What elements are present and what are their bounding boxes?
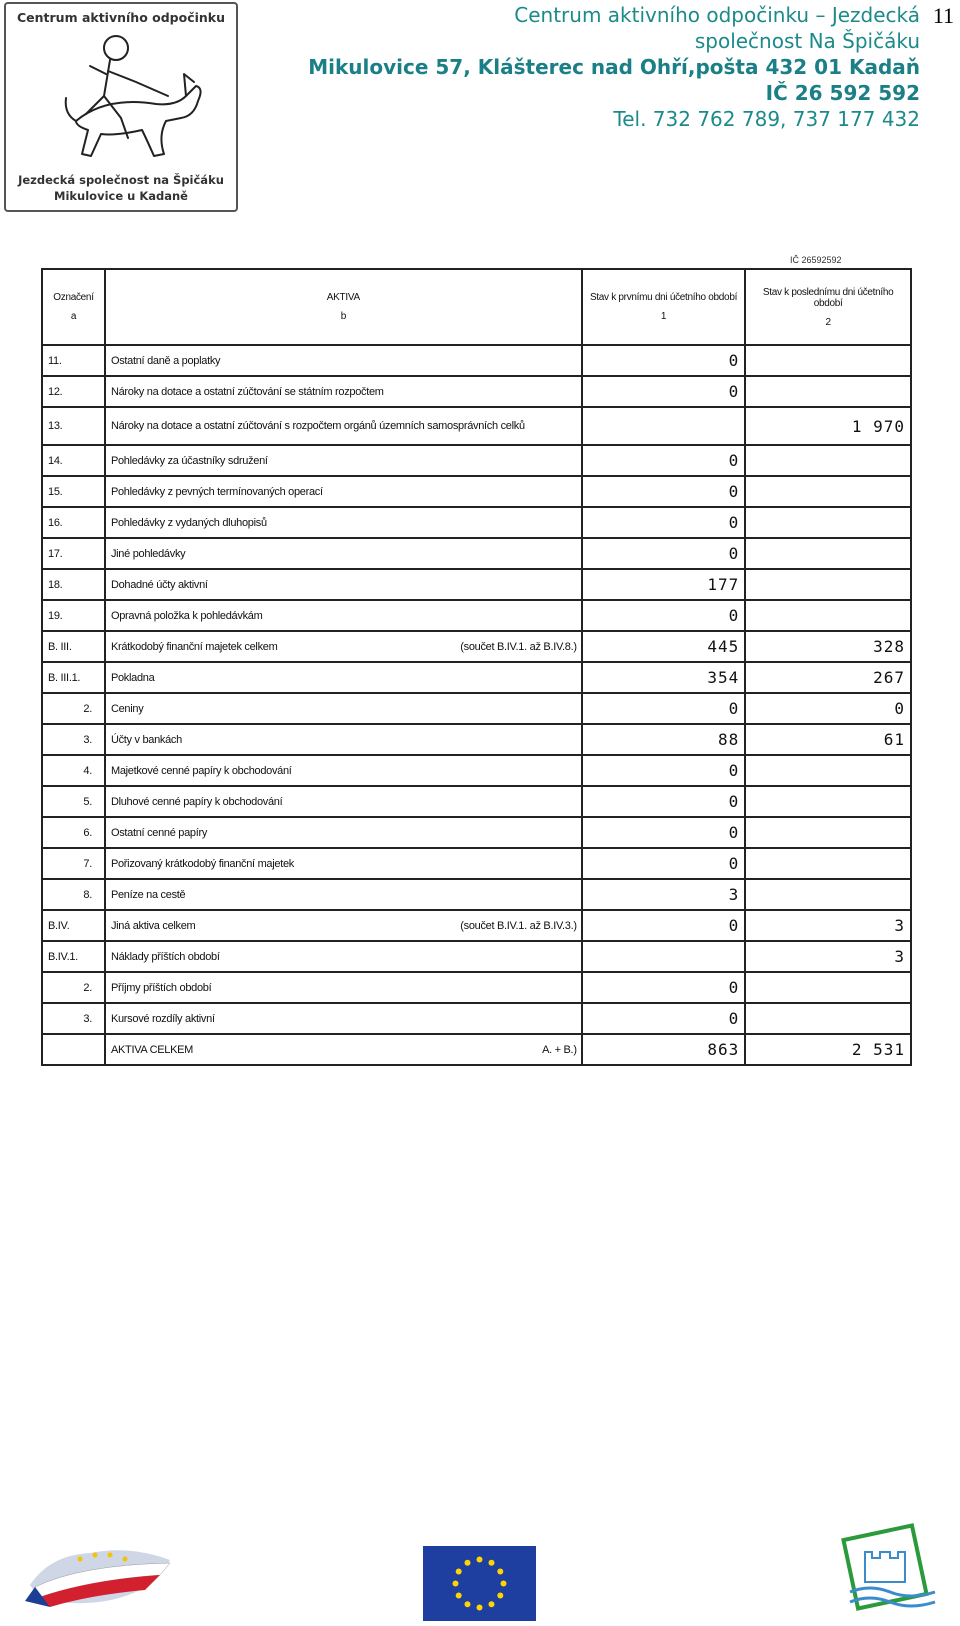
table-row bbox=[42, 755, 911, 786]
row-value-end bbox=[745, 507, 911, 538]
row-name: Dluhové cenné papíry k obchodování bbox=[110, 795, 283, 808]
row-code: 2. bbox=[42, 693, 105, 724]
row-code: 17. bbox=[42, 538, 105, 569]
row-name: Dohadné účty aktivní bbox=[110, 578, 208, 591]
table-row bbox=[42, 445, 911, 476]
eu-star-icon bbox=[456, 1569, 462, 1575]
table-row bbox=[42, 1034, 911, 1065]
table-row bbox=[42, 693, 911, 724]
row-value-end: 61 bbox=[745, 724, 911, 755]
row-name-cell bbox=[105, 1034, 582, 1065]
row-name-cell bbox=[105, 755, 582, 786]
table-row bbox=[42, 972, 911, 1003]
row-value-end bbox=[745, 786, 911, 817]
row-name: Ostatní cenné papíry bbox=[110, 826, 208, 839]
col-header-v1: Stav k prvnímu dni účetního období 1 bbox=[582, 269, 746, 345]
header-phone: Tel. 732 762 789, 737 177 432 bbox=[613, 107, 920, 131]
row-value-start: 0 bbox=[582, 345, 746, 376]
row-name: Jiné pohledávky bbox=[110, 547, 186, 560]
row-value-start bbox=[582, 941, 746, 972]
row-name-cell bbox=[105, 786, 582, 817]
company-header bbox=[308, 2, 920, 132]
row-name: Ostatní daně a poplatky bbox=[110, 354, 221, 367]
row-value-end: 267 bbox=[745, 662, 911, 693]
row-value-start: 0 bbox=[582, 817, 746, 848]
row-name: Opravná položka k pohledávkám bbox=[110, 609, 263, 622]
eu-flag-logo bbox=[423, 1546, 536, 1621]
row-value-start: 0 bbox=[582, 786, 746, 817]
row-name-cell bbox=[105, 724, 582, 755]
row-name: Příjmy příštích období bbox=[110, 981, 212, 994]
table-row bbox=[42, 507, 911, 538]
row-code: 15. bbox=[42, 476, 105, 507]
eu-star-icon bbox=[477, 1605, 483, 1611]
eu-star-icon bbox=[501, 1581, 507, 1587]
table-row bbox=[42, 879, 911, 910]
table-row bbox=[42, 407, 911, 445]
row-value-end: 328 bbox=[745, 631, 911, 662]
row-name-cell bbox=[105, 941, 582, 972]
row-name-cell bbox=[105, 569, 582, 600]
row-name: Ceniny bbox=[110, 702, 144, 715]
row-value-end bbox=[745, 972, 911, 1003]
row-name: AKTIVA CELKEM bbox=[110, 1043, 194, 1056]
row-note: A. + B.) bbox=[542, 1043, 577, 1056]
table-row bbox=[42, 941, 911, 972]
logo-bottom-text-1: Jezdecká společnost na Špičáku bbox=[18, 173, 224, 187]
row-code: B.IV. bbox=[42, 910, 105, 941]
row-code: 3. bbox=[42, 724, 105, 755]
row-name-cell bbox=[105, 345, 582, 376]
row-name: Pohledávky za účastníky sdružení bbox=[110, 454, 268, 467]
row-value-end bbox=[745, 538, 911, 569]
row-code: 18. bbox=[42, 569, 105, 600]
table-row bbox=[42, 631, 911, 662]
row-code: 3. bbox=[42, 1003, 105, 1034]
table-row bbox=[42, 817, 911, 848]
row-value-start: 863 bbox=[582, 1034, 746, 1065]
row-name: Pokladna bbox=[110, 671, 155, 684]
row-name-cell bbox=[105, 476, 582, 507]
row-name: Pohledávky z vydaných dluhopisů bbox=[110, 516, 267, 529]
row-name-cell bbox=[105, 507, 582, 538]
row-name-cell bbox=[105, 879, 582, 910]
table-row bbox=[42, 1003, 911, 1034]
row-code: 12. bbox=[42, 376, 105, 407]
eu-star-icon bbox=[477, 1557, 483, 1563]
row-name-cell bbox=[105, 972, 582, 1003]
balance-sheet-table bbox=[41, 268, 912, 1066]
table-row bbox=[42, 376, 911, 407]
row-name: Majetkové cenné papíry k obchodování bbox=[110, 764, 292, 777]
row-code: 11. bbox=[42, 345, 105, 376]
row-value-start: 354 bbox=[582, 662, 746, 693]
ic-label: IČ 26592592 bbox=[790, 255, 842, 265]
row-code: 16. bbox=[42, 507, 105, 538]
col-header-code: Označení a bbox=[42, 269, 105, 345]
row-value-end bbox=[745, 817, 911, 848]
row-name: Pohledávky z pevných termínovaných operací bbox=[110, 485, 323, 498]
row-value-end: 0 bbox=[745, 693, 911, 724]
eu-star-icon bbox=[465, 1560, 471, 1566]
row-value-end bbox=[745, 345, 911, 376]
row-value-start: 445 bbox=[582, 631, 746, 662]
row-value-end bbox=[745, 1003, 911, 1034]
row-name: Peníze na cestě bbox=[110, 888, 186, 901]
row-name-cell bbox=[105, 407, 582, 445]
row-value-start: 0 bbox=[582, 910, 746, 941]
table-row bbox=[42, 786, 911, 817]
header-ic: IČ 26 592 592 bbox=[765, 81, 920, 105]
row-value-end bbox=[745, 569, 911, 600]
row-value-start: 0 bbox=[582, 538, 746, 569]
row-value-start: 177 bbox=[582, 569, 746, 600]
header-address: Mikulovice 57, Klášterec nad Ohří,pošta 432 01 Kadaň bbox=[308, 55, 920, 79]
row-value-start: 0 bbox=[582, 1003, 746, 1034]
row-code: 5. bbox=[42, 786, 105, 817]
row-value-start: 0 bbox=[582, 507, 746, 538]
row-code: 8. bbox=[42, 879, 105, 910]
row-name-cell bbox=[105, 538, 582, 569]
row-code: B. III. bbox=[42, 631, 105, 662]
table-row bbox=[42, 662, 911, 693]
table-header-row bbox=[42, 269, 911, 345]
row-name-cell bbox=[105, 376, 582, 407]
row-code: 6. bbox=[42, 817, 105, 848]
row-value-start: 0 bbox=[582, 848, 746, 879]
row-code: 2. bbox=[42, 972, 105, 1003]
row-name: Kursové rozdíly aktivní bbox=[110, 1012, 215, 1025]
row-value-start bbox=[582, 407, 746, 445]
table-row bbox=[42, 569, 911, 600]
row-name: Pořizovaný krátkodobý finanční majetek bbox=[110, 857, 294, 870]
row-code: 19. bbox=[42, 600, 105, 631]
row-value-end bbox=[745, 600, 911, 631]
row-code: B. III.1. bbox=[42, 662, 105, 693]
row-value-start: 0 bbox=[582, 693, 746, 724]
row-name: Nároky na dotace a ostatní zúčtování se státním rozpočtem bbox=[110, 385, 384, 398]
company-logo bbox=[4, 2, 238, 212]
row-value-start: 0 bbox=[582, 476, 746, 507]
table-row bbox=[42, 724, 911, 755]
row-value-end bbox=[745, 755, 911, 786]
row-name: Jiná aktiva celkem bbox=[110, 919, 196, 932]
row-name-cell bbox=[105, 817, 582, 848]
row-value-start: 0 bbox=[582, 600, 746, 631]
eu-star-icon bbox=[489, 1560, 495, 1566]
row-value-end: 1 970 bbox=[745, 407, 911, 445]
eu-star-icon bbox=[456, 1593, 462, 1599]
row-name: Nároky na dotace a ostatní zúčtování s rozpočtem orgánů územních samosprávních celků bbox=[110, 420, 525, 432]
eu-star-icon bbox=[465, 1601, 471, 1607]
row-value-start: 0 bbox=[582, 972, 746, 1003]
table-row bbox=[42, 848, 911, 879]
row-value-end bbox=[745, 445, 911, 476]
row-value-end bbox=[745, 376, 911, 407]
row-name: Účty v bankách bbox=[110, 733, 182, 746]
row-name-cell bbox=[105, 631, 582, 662]
table-row bbox=[42, 476, 911, 507]
row-name-cell bbox=[105, 445, 582, 476]
eu-star-icon bbox=[497, 1593, 503, 1599]
row-value-start: 88 bbox=[582, 724, 746, 755]
page-number: 11 bbox=[932, 3, 954, 28]
czech-map-flag-logo bbox=[20, 1535, 180, 1615]
logo-bottom-text-2: Mikulovice u Kadaně bbox=[54, 189, 188, 203]
row-name-cell bbox=[105, 1003, 582, 1034]
row-name-cell bbox=[105, 600, 582, 631]
row-value-end: 2 531 bbox=[745, 1034, 911, 1065]
row-value-end: 3 bbox=[745, 910, 911, 941]
row-code bbox=[42, 1034, 105, 1065]
row-note: (součet B.IV.1. až B.IV.8.) bbox=[460, 640, 577, 653]
row-value-start: 0 bbox=[582, 376, 746, 407]
header-line-2: společnost Na Špičáku bbox=[694, 29, 920, 53]
row-name: Krátkodobý finanční majetek celkem bbox=[110, 640, 278, 653]
row-code: B.IV.1. bbox=[42, 941, 105, 972]
row-value-start: 0 bbox=[582, 445, 746, 476]
eu-star-icon bbox=[489, 1601, 495, 1607]
regional-castle-logo bbox=[840, 1522, 940, 1617]
row-value-end bbox=[745, 879, 911, 910]
row-name: Náklady příštích období bbox=[110, 950, 220, 963]
table-row bbox=[42, 600, 911, 631]
row-code: 14. bbox=[42, 445, 105, 476]
rider-horse-icon bbox=[46, 26, 206, 176]
col-header-name: AKTIVA b bbox=[105, 269, 582, 345]
table-row bbox=[42, 538, 911, 569]
table-row bbox=[42, 345, 911, 376]
row-note: (součet B.IV.1. až B.IV.3.) bbox=[460, 919, 577, 932]
row-value-end bbox=[745, 476, 911, 507]
row-value-end bbox=[745, 848, 911, 879]
row-value-end: 3 bbox=[745, 941, 911, 972]
row-name-cell bbox=[105, 848, 582, 879]
table-row bbox=[42, 910, 911, 941]
row-value-start: 3 bbox=[582, 879, 746, 910]
col-header-v2: Stav k poslednímu dni účetního období 2 bbox=[745, 269, 911, 345]
header-line-1: Centrum aktivního odpočinku – Jezdecká bbox=[514, 3, 920, 27]
row-name-cell bbox=[105, 910, 582, 941]
eu-stars-icon bbox=[423, 1546, 536, 1621]
row-name-cell bbox=[105, 693, 582, 724]
row-code: 13. bbox=[42, 407, 105, 445]
eu-star-icon bbox=[453, 1581, 459, 1587]
logo-top-text: Centrum aktivního odpočinku bbox=[16, 10, 226, 25]
row-code: 4. bbox=[42, 755, 105, 786]
row-name-cell bbox=[105, 662, 582, 693]
row-value-start: 0 bbox=[582, 755, 746, 786]
row-code: 7. bbox=[42, 848, 105, 879]
eu-star-icon bbox=[497, 1569, 503, 1575]
